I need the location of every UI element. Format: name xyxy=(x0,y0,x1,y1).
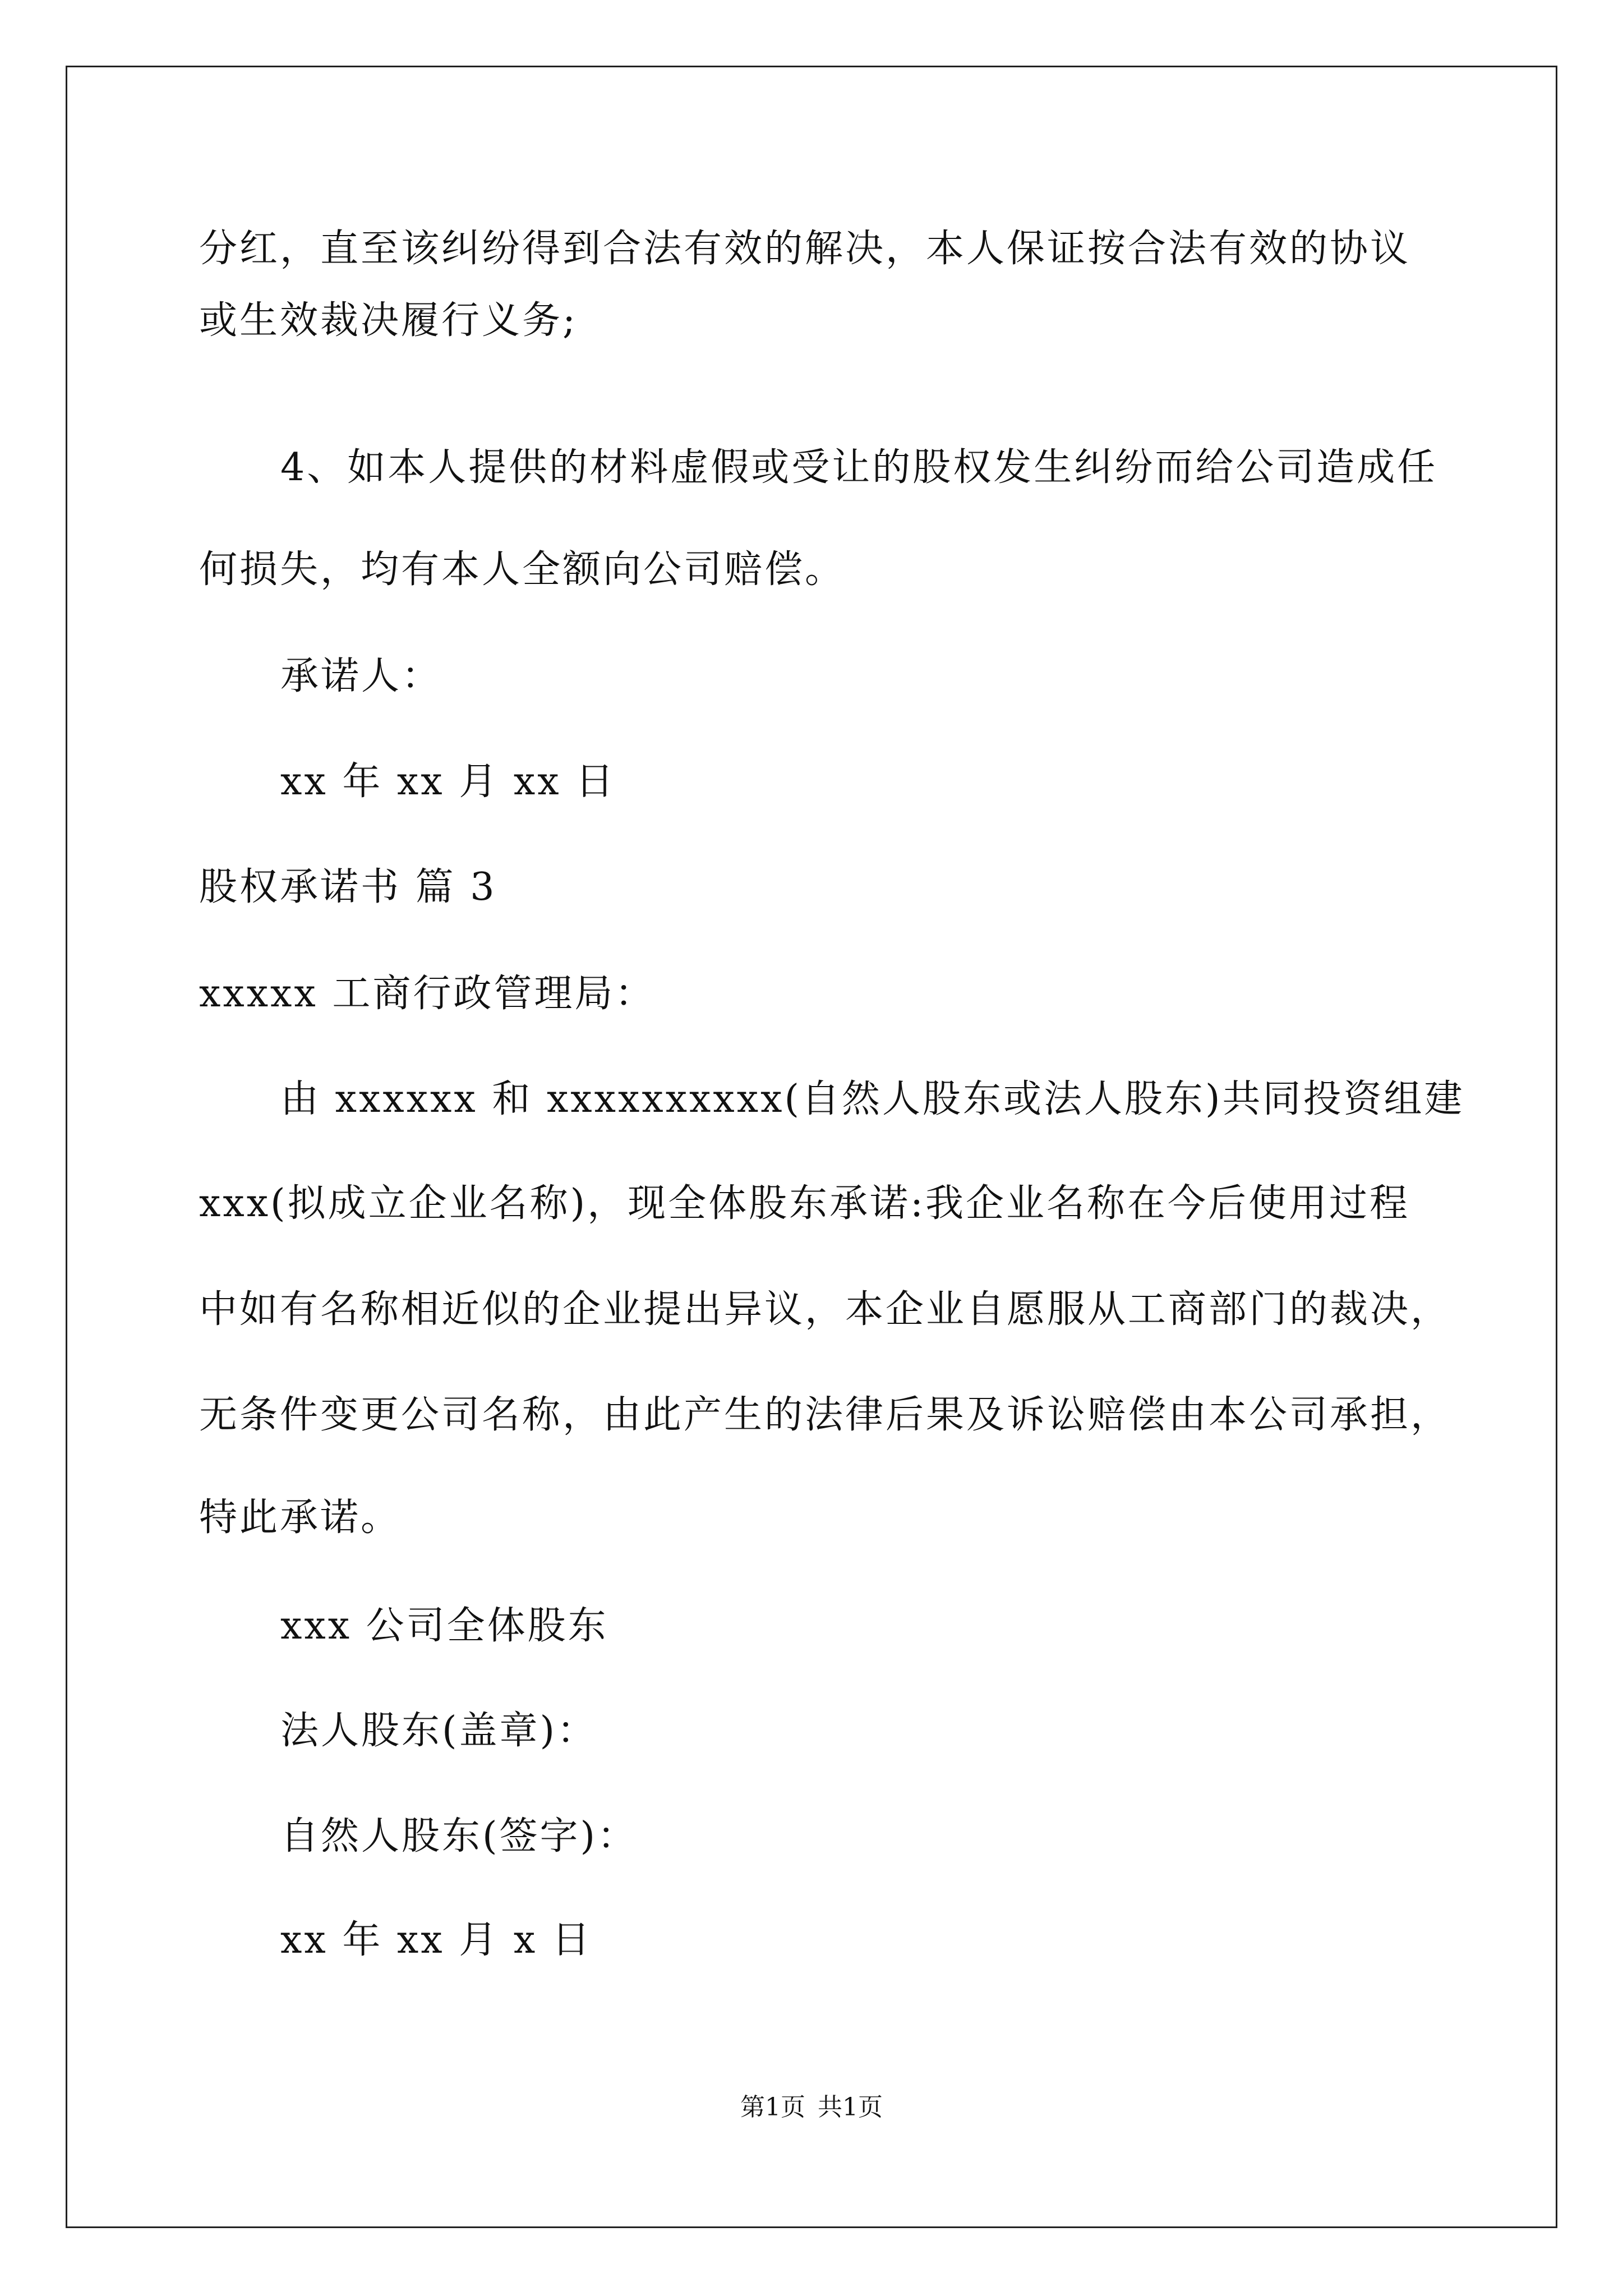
body-text-line: 无条件变更公司名称，由此产生的法律后果及诉讼赔偿由本公司承担， xyxy=(199,1393,1451,1437)
body-text-line: 或生效裁决履行义务; xyxy=(199,298,578,343)
body-text-line: 由 xxxxxx 和 xxxxxxxxxx(自然人股东或法人股东)共同投资组建 xyxy=(280,1077,1465,1121)
section-heading: 股权承诺书 篇 3 xyxy=(199,865,497,909)
body-text-line: 何损失，均有本人全额向公司赔偿。 xyxy=(199,547,846,592)
body-text-line: xxx(拟成立企业名称)，现全体股东承诺:我企业名称在今后使用过程 xyxy=(199,1181,1410,1226)
natural-person-shareholder-signature-label: 自然人股东(签字)： xyxy=(280,1814,638,1858)
page-footer: 第1页 共1页 xyxy=(740,2093,883,2122)
signatory-label: 承诺人： xyxy=(280,654,442,698)
date-line: xx 年 xx 月 xx 日 xyxy=(280,760,616,804)
body-text-line: 分红，直至该纠纷得到合法有效的解决，本人保证按合法有效的协议 xyxy=(199,227,1411,271)
body-text-line: 中如有名称相近似的企业提出异议，本企业自愿服从工商部门的裁决， xyxy=(199,1287,1451,1332)
date-line: xx 年 xx 月 x 日 xyxy=(280,1918,592,1962)
body-text-line: 4、如本人提供的材料虚假或受让的股权发生纠纷而给公司造成任 xyxy=(280,445,1438,490)
shareholders-label: xxx 公司全体股东 xyxy=(280,1604,608,1648)
addressee-line: xxxxx 工商行政管理局： xyxy=(199,972,656,1016)
corporate-shareholder-seal-label: 法人股东(盖章)： xyxy=(280,1709,598,1753)
body-text-line: 特此承诺。 xyxy=(199,1496,402,1540)
page-border xyxy=(66,66,1557,2228)
